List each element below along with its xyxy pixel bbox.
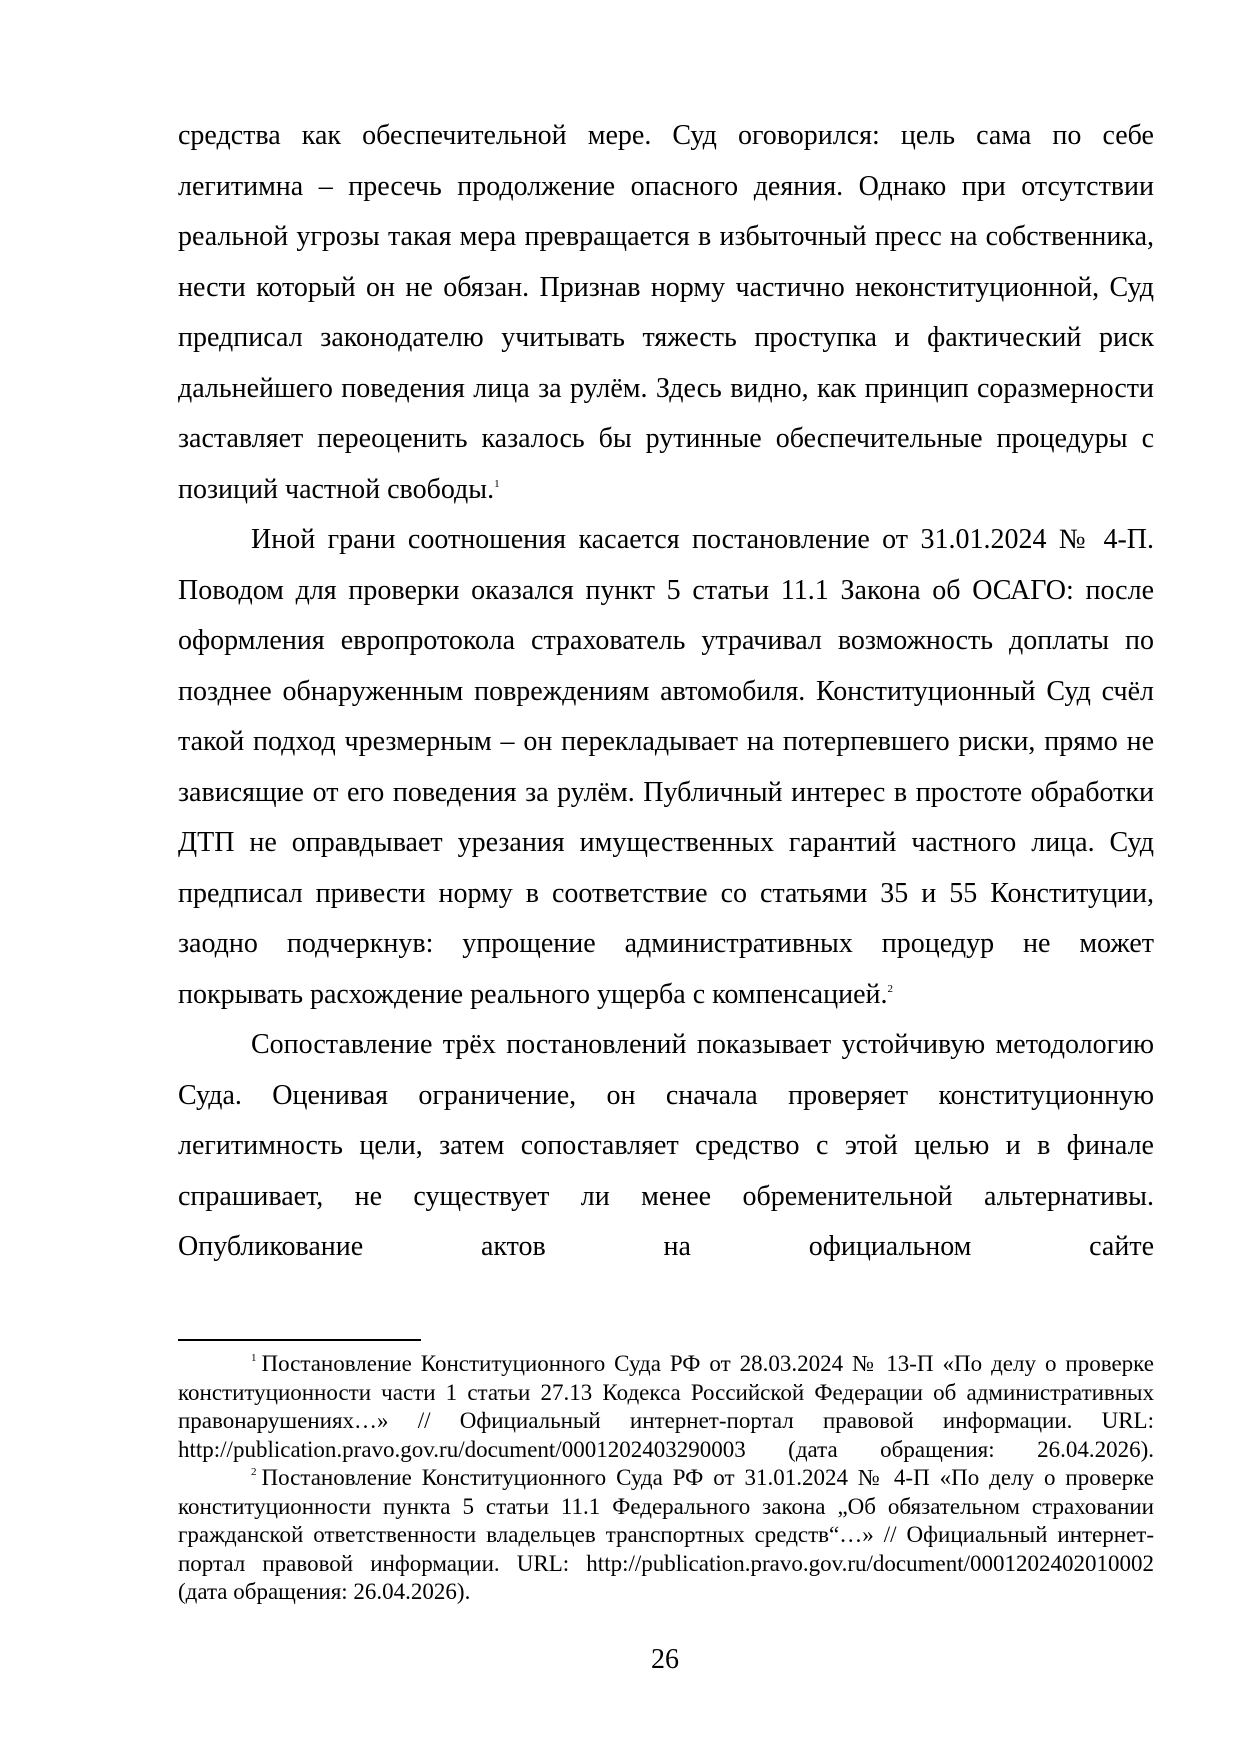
footnote-reference[interactable]: 2 [887,982,893,995]
footnote-separator [178,1339,421,1341]
footnotes [178,1350,1154,1607]
paragraph-text: средства как обеспечительной мере. Суд оговорился: цель сама по себе легитимна – пресечь продолжение опасного деяния. Однако при отсутствии реальной угрозы такая мера превращается в избыточный пресс на собственника, нести который он не обязан. Признав норму частично неконституционной, Суд предписал законодателю учитывать тяжесть проступка и фактический риск дальнейшего поведения лица за рулём. Здесь видно, как принцип соразмерности заставляет переоценить казалось бы рутинные обеспечительные процедуры с позиций частной свободы. [178,120,1154,505]
paragraph [178,111,1154,515]
footnote-number: 2 [251,1466,257,1478]
footnote-number: 1 [251,1352,257,1364]
body-text [178,111,1154,1273]
paragraph [178,515,1154,1020]
paragraph-text: Иной грани соотношения касается постановление от 31.01.2024 № 4-П. Поводом для проверки оказался пункт 5 статьи 11.1 Закона об ОСАГО: после оформления европротокола страхователь утрачивал возможность доплаты по позднее обнаруженным повреждениям автомобиля. Конституционный Суд счёл такой подход чрезмерным – он перекладывает на потерпевшего риски, прямо не зависящие от его поведения за рулём. Публичный интерес в простоте обработки ДТП не оправдывает урезания имущественных гарантий частного лица. Суд предписал привести норму в соответствие со статьями 35 и 55 Конституции, заодно подчеркнув: упрощение административных процедур не может покрывать расхождение реального ущерба с компенсацией. [178,524,1154,1010]
footnote [178,1464,1154,1607]
paragraph-text: Сопоставление трёх постановлений показывает устойчивую методологию Суда. Оценивая ограничение, он сначала проверяет конституционную легитимность цели, затем сопоставляет средство с этой целью и в финале спрашивает, не существует ли менее обременительной альтернативы. Опубликование актов на официальном сайте [178,1029,1154,1262]
footnote-text: Постановление Конституционного Суда РФ от 28.03.2024 № 13-П «По делу о проверке конституционности части 1 статьи 27.13 Кодекса Российской Федерации об административных правонарушениях…» // Официальный интернет-портал правовой информации. URL: http://publication.pravo.gov.ru/document/0001202403290003 (дата обращения: 26.04.2026). [178,1351,1154,1462]
paragraph [178,1020,1154,1273]
footnote-text: Постановление Конституционного Суда РФ от 31.01.2024 № 4-П «По делу о проверке конституционности пункта 5 статьи 11.1 Федерального закона „Об обязательном страховании гражданской ответственности владельцев транспортных средств“…» // Официальный интернет-портал правовой информации. URL: http://publication.pravo.gov.ru/document/0001202402010002 (дата обращения: 26.04.2026). [178,1465,1154,1604]
page-number: 26 [651,1644,679,1675]
footnote [178,1350,1154,1464]
footnote-reference[interactable]: 1 [494,477,500,490]
